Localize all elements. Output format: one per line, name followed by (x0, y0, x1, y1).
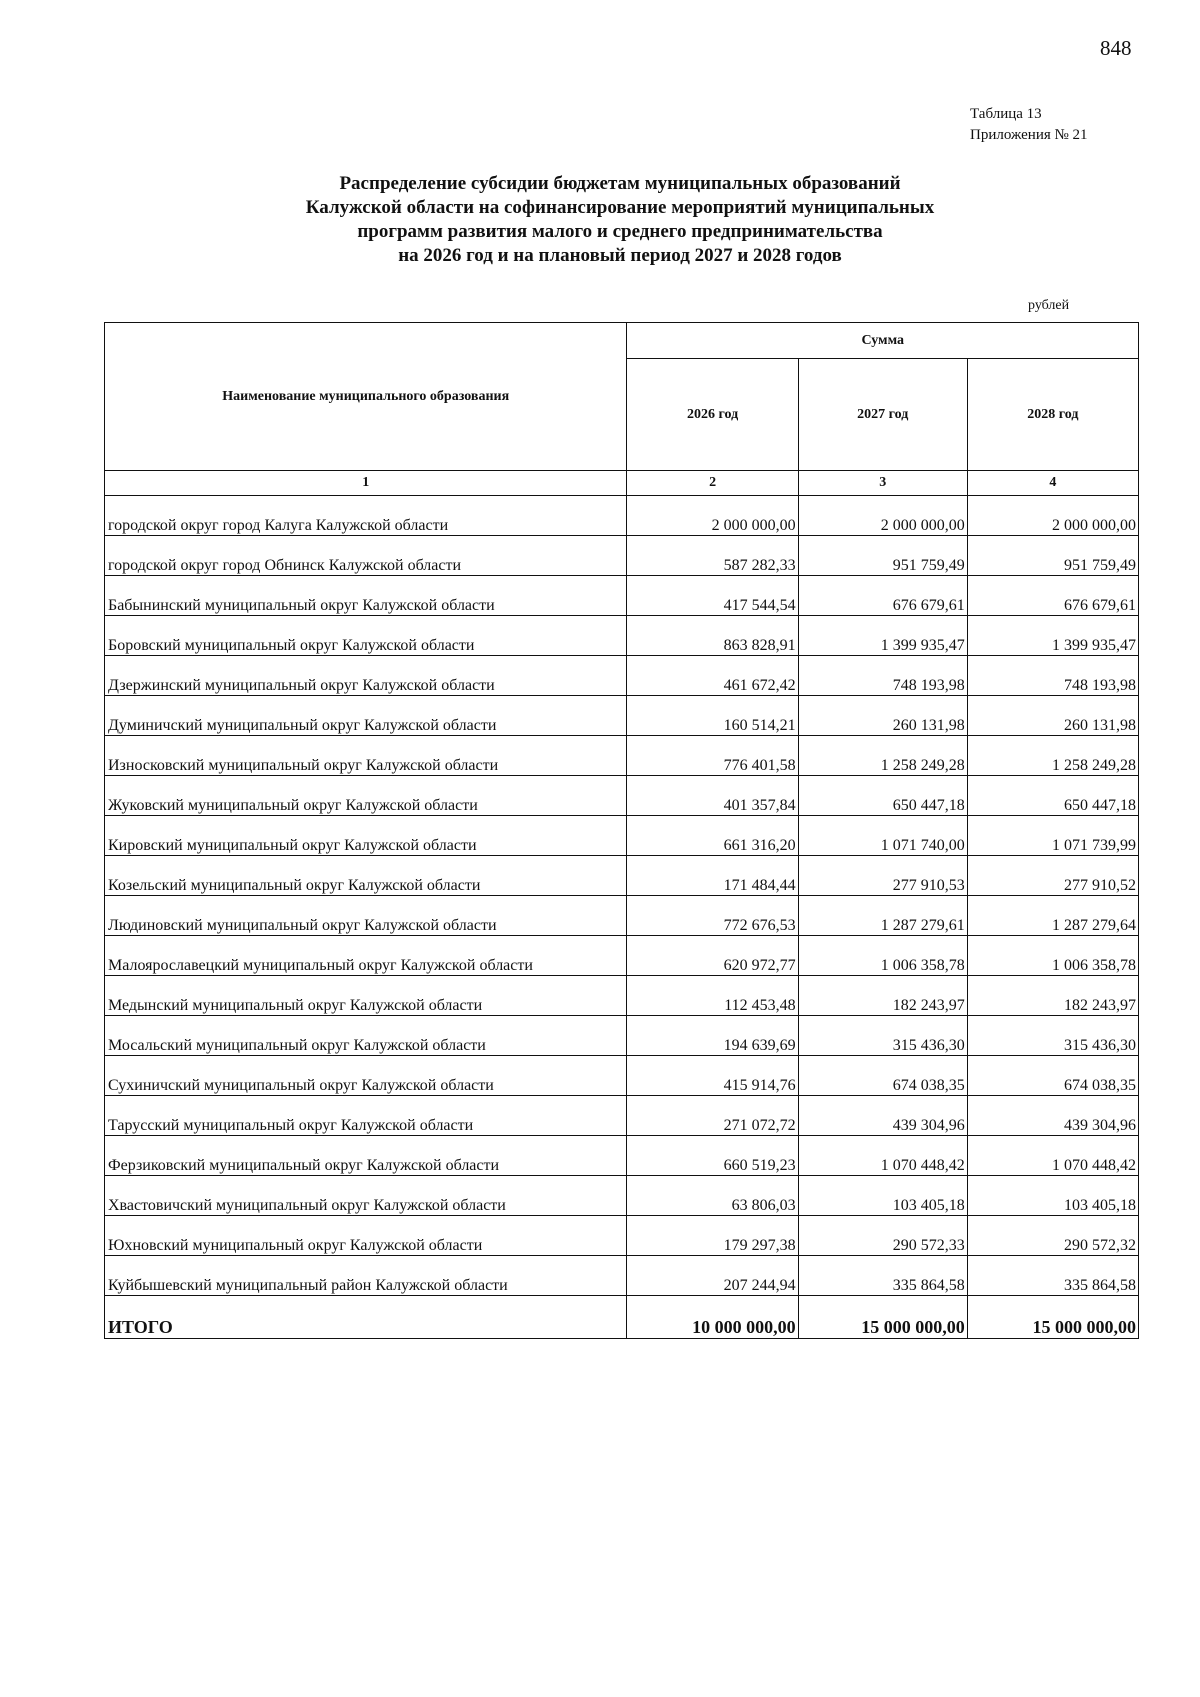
table-row (105, 656, 1139, 696)
table-number: Таблица 13 (970, 106, 1042, 122)
table-row (105, 1056, 1139, 1096)
total-2026: 10 000 000,00 (627, 1296, 798, 1339)
amount-2026: 401 357,84 (627, 776, 798, 816)
municipality-name: Малоярославецкий муниципальный округ Калужской области (105, 936, 627, 976)
table-row (105, 776, 1139, 816)
document-title (170, 172, 1070, 268)
amount-2026: 772 676,53 (627, 896, 798, 936)
municipality-name: Юхновский муниципальный округ Калужской области (105, 1216, 627, 1256)
amount-2026: 587 282,33 (627, 536, 798, 576)
header-year-2026: 2026 год (627, 359, 798, 471)
table-row (105, 696, 1139, 736)
amount-2028: 182 243,97 (967, 976, 1138, 1016)
amount-2027: 748 193,98 (798, 656, 967, 696)
total-row (105, 1296, 1139, 1339)
municipality-name: Козельский муниципальный округ Калужской области (105, 856, 627, 896)
amount-2027: 260 131,98 (798, 696, 967, 736)
amount-2028: 676 679,61 (967, 576, 1138, 616)
table-row (105, 1216, 1139, 1256)
header-name-column: Наименование муниципального образования (105, 323, 627, 471)
table-row (105, 936, 1139, 976)
amount-2027: 1 006 358,78 (798, 936, 967, 976)
amount-2028: 1 006 358,78 (967, 936, 1138, 976)
total-2027: 15 000 000,00 (798, 1296, 967, 1339)
municipality-name: Хвастовичский муниципальный округ Калужской области (105, 1176, 627, 1216)
amount-2027: 315 436,30 (798, 1016, 967, 1056)
amount-2028: 748 193,98 (967, 656, 1138, 696)
municipality-name: Жуковский муниципальный округ Калужской области (105, 776, 627, 816)
amount-2026: 415 914,76 (627, 1056, 798, 1096)
page-number: 848 (1100, 36, 1132, 60)
table-row (105, 976, 1139, 1016)
column-number: 4 (967, 471, 1138, 496)
amount-2026: 661 316,20 (627, 816, 798, 856)
table-row (105, 816, 1139, 856)
municipality-name: Медынский муниципальный округ Калужской области (105, 976, 627, 1016)
amount-2027: 676 679,61 (798, 576, 967, 616)
units-label: рублей (1028, 298, 1070, 313)
table-row (105, 1096, 1139, 1136)
amount-2028: 951 759,49 (967, 536, 1138, 576)
amount-2026: 776 401,58 (627, 736, 798, 776)
amount-2026: 461 672,42 (627, 656, 798, 696)
amount-2027: 182 243,97 (798, 976, 967, 1016)
table-row (105, 536, 1139, 576)
table-row (105, 616, 1139, 656)
table-row (105, 736, 1139, 776)
header-sum: Сумма (627, 323, 1139, 359)
table-row (105, 496, 1139, 536)
amount-2028: 103 405,18 (967, 1176, 1138, 1216)
amount-2026: 160 514,21 (627, 696, 798, 736)
amount-2026: 179 297,38 (627, 1216, 798, 1256)
amount-2026: 207 244,94 (627, 1256, 798, 1296)
table-reference (970, 104, 1088, 146)
distribution-table (104, 322, 1139, 1339)
amount-2027: 2 000 000,00 (798, 496, 967, 536)
amount-2028: 1 399 935,47 (967, 616, 1138, 656)
table-row (105, 856, 1139, 896)
amount-2027: 335 864,58 (798, 1256, 967, 1296)
amount-2028: 674 038,35 (967, 1056, 1138, 1096)
municipality-name: городской округ город Калуга Калужской области (105, 496, 627, 536)
amount-2028: 335 864,58 (967, 1256, 1138, 1296)
municipality-name: Износковский муниципальный округ Калужской области (105, 736, 627, 776)
amount-2028: 1 258 249,28 (967, 736, 1138, 776)
amount-2028: 277 910,52 (967, 856, 1138, 896)
amount-2027: 650 447,18 (798, 776, 967, 816)
amount-2026: 660 519,23 (627, 1136, 798, 1176)
amount-2026: 194 639,69 (627, 1016, 798, 1056)
municipality-name: Дзержинский муниципальный округ Калужской области (105, 656, 627, 696)
amount-2026: 271 072,72 (627, 1096, 798, 1136)
amount-2028: 439 304,96 (967, 1096, 1138, 1136)
amount-2026: 417 544,54 (627, 576, 798, 616)
amount-2026: 112 453,48 (627, 976, 798, 1016)
header-year-2028: 2028 год (967, 359, 1138, 471)
municipality-name: городской округ город Обнинск Калужской области (105, 536, 627, 576)
amount-2027: 951 759,49 (798, 536, 967, 576)
amount-2027: 674 038,35 (798, 1056, 967, 1096)
amount-2026: 620 972,77 (627, 936, 798, 976)
municipality-name: Ферзиковский муниципальный округ Калужской области (105, 1136, 627, 1176)
amount-2027: 1 258 249,28 (798, 736, 967, 776)
title-line: Распределение субсидии бюджетам муниципальных образований (339, 173, 901, 194)
table-row (105, 896, 1139, 936)
municipality-name: Бабынинский муниципальный округ Калужской области (105, 576, 627, 616)
amount-2027: 1 287 279,61 (798, 896, 967, 936)
amount-2027: 277 910,53 (798, 856, 967, 896)
table-row (105, 1136, 1139, 1176)
total-2028: 15 000 000,00 (967, 1296, 1138, 1339)
municipality-name: Сухиничский муниципальный округ Калужской области (105, 1056, 627, 1096)
municipality-name: Думиничский муниципальный округ Калужской области (105, 696, 627, 736)
amount-2028: 2 000 000,00 (967, 496, 1138, 536)
table-row (105, 1176, 1139, 1216)
municipality-name: Людиновский муниципальный округ Калужской области (105, 896, 627, 936)
amount-2028: 315 436,30 (967, 1016, 1138, 1056)
municipality-name: Мосальский муниципальный округ Калужской области (105, 1016, 627, 1056)
amount-2027: 1 399 935,47 (798, 616, 967, 656)
amount-2027: 103 405,18 (798, 1176, 967, 1216)
table-row (105, 1016, 1139, 1056)
column-number: 2 (627, 471, 798, 496)
amount-2028: 260 131,98 (967, 696, 1138, 736)
amount-2027: 1 070 448,42 (798, 1136, 967, 1176)
column-number: 1 (105, 471, 627, 496)
municipality-name: Кировский муниципальный округ Калужской области (105, 816, 627, 856)
amount-2028: 1 071 739,99 (967, 816, 1138, 856)
municipality-name: Боровский муниципальный округ Калужской области (105, 616, 627, 656)
municipality-name: Тарусский муниципальный округ Калужской области (105, 1096, 627, 1136)
amount-2028: 1 070 448,42 (967, 1136, 1138, 1176)
amount-2026: 863 828,91 (627, 616, 798, 656)
amount-2027: 290 572,33 (798, 1216, 967, 1256)
amount-2027: 439 304,96 (798, 1096, 967, 1136)
amount-2027: 1 071 740,00 (798, 816, 967, 856)
column-number: 3 (798, 471, 967, 496)
amount-2026: 63 806,03 (627, 1176, 798, 1216)
amount-2028: 650 447,18 (967, 776, 1138, 816)
amount-2026: 2 000 000,00 (627, 496, 798, 536)
amount-2026: 171 484,44 (627, 856, 798, 896)
total-label: ИТОГО (105, 1296, 627, 1339)
amount-2028: 290 572,32 (967, 1216, 1138, 1256)
title-line: на 2026 год и на плановый период 2027 и 2028 годов (398, 245, 842, 266)
table-body (105, 496, 1139, 1296)
header-year-2027: 2027 год (798, 359, 967, 471)
title-line: программ развития малого и среднего предпринимательства (357, 221, 883, 242)
amount-2028: 1 287 279,64 (967, 896, 1138, 936)
municipality-name: Куйбышевский муниципальный район Калужской области (105, 1256, 627, 1296)
table-row (105, 1256, 1139, 1296)
appendix-number: Приложения № 21 (970, 127, 1088, 143)
title-line: Калужской области на софинансирование мероприятий муниципальных (305, 197, 935, 218)
table-row (105, 576, 1139, 616)
